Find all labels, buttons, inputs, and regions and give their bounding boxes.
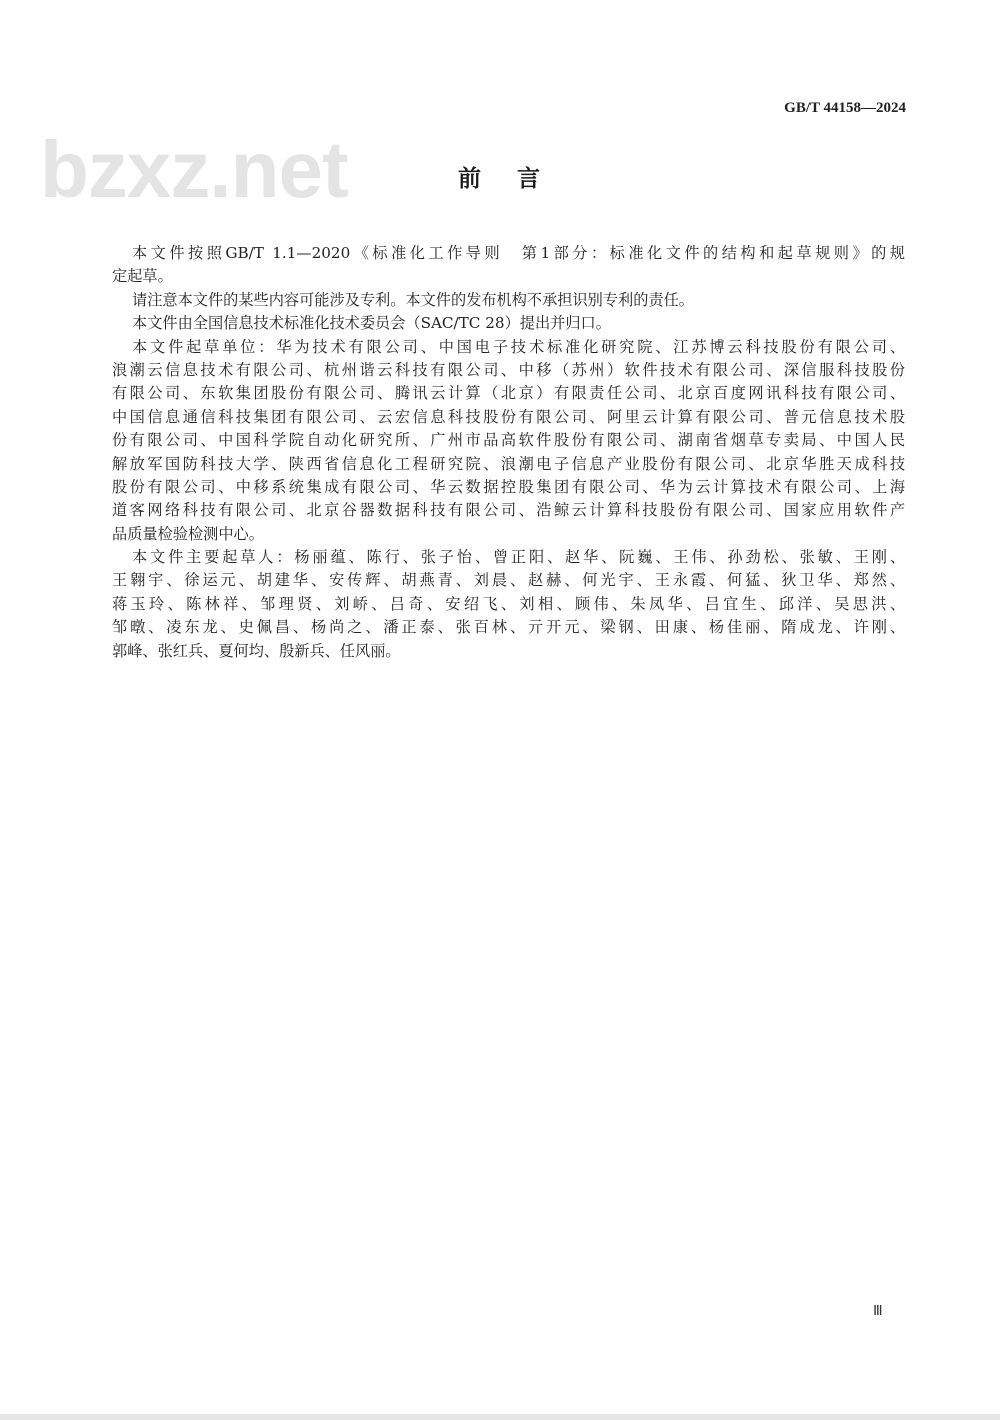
- paragraph-2-line: 请注意本文件的某些内容可能涉及专利。本文件的发布机构不承担识别专利的责任。: [132, 290, 694, 309]
- paragraph-1-line: 本文件按照GB/T 1.1—2020《标准化工作导则 第1部分：标准化文件的结构和起草规则》的规: [132, 244, 905, 262]
- paragraph-4-line: 有限公司、东软集团股份有限公司、腾讯云计算（北京）有限责任公司、北京百度网讯科技有限公司、: [112, 384, 905, 403]
- paragraph-4-line: 本文件起草单位：华为技术有限公司、中国电子技术标准化研究院、江苏博云科技股份有限公司、: [132, 337, 905, 356]
- paragraph-4-line: 道客网络科技有限公司、北京谷器数据科技有限公司、浩鲸云计算科技股份有限公司、国家应用软件产: [112, 501, 905, 520]
- paragraph-4-line: 解放军国防科技大学、陕西省信息化工程研究院、浪潮电子信息产业股份有限公司、北京华胜天成科技: [112, 454, 905, 473]
- foreword-body: [112, 242, 905, 663]
- paragraph-5-line: 本文件主要起草人：杨丽蕴、陈行、张子怡、曾正阳、赵华、阮巍、王伟、孙劲松、张敏、王刚、: [132, 548, 905, 567]
- paragraph-4-line: 份有限公司、中国科学院自动化研究所、广州市品高软件股份有限公司、湖南省烟草专卖局、中国人民: [112, 431, 905, 450]
- page-bottom-edge: [0, 1414, 1000, 1420]
- paragraph-4-line: 浪潮云信息技术有限公司、杭州谐云科技有限公司、中移（苏州）软件技术有限公司、深信服科技股份: [112, 360, 905, 379]
- paragraph-5-line: 郭峰、张红兵、夏何均、殷新兵、任风丽。: [112, 641, 401, 660]
- paragraph-4-line: 股份有限公司、中移系统集成有限公司、华云数据控股集团有限公司、华为云计算技术有限公司、上海: [112, 477, 905, 496]
- paragraph-4-line: 品质量检验检测中心。: [112, 524, 264, 543]
- paragraph-5-line: 蒋玉玲、陈林祥、邹理贤、刘峤、吕奇、安绍飞、刘相、顾伟、朱凤华、吕宜生、邱洋、吴思洪、: [112, 594, 905, 613]
- standard-number: GB/T 44158—2024: [784, 100, 906, 116]
- paragraph-3-line: 本文件由全国信息技术标准化技术委员会（SAC/TC 28）提出并归口。: [132, 314, 611, 333]
- page-title: 前 言: [457, 166, 542, 192]
- page-number: Ⅲ: [873, 1304, 883, 1319]
- paragraph-5-line: 邹暾、凌东龙、史佩昌、杨尚之、潘正泰、张百林、亓开元、梁钢、田康、杨佳丽、隋成龙、许刚、: [112, 618, 905, 637]
- paragraph-4-line: 中国信息通信科技集团有限公司、云宏信息科技股份有限公司、阿里云计算有限公司、普元信息技术股: [112, 407, 905, 426]
- paragraph-1-line: 定起草。: [112, 267, 173, 286]
- watermark: bzxz.net: [40, 125, 348, 214]
- paragraph-5-line: 王翱宇、徐运元、胡建华、安传辉、胡燕青、刘晨、赵赫、何光宇、王永霞、何猛、狄卫华、郑然、: [112, 571, 905, 590]
